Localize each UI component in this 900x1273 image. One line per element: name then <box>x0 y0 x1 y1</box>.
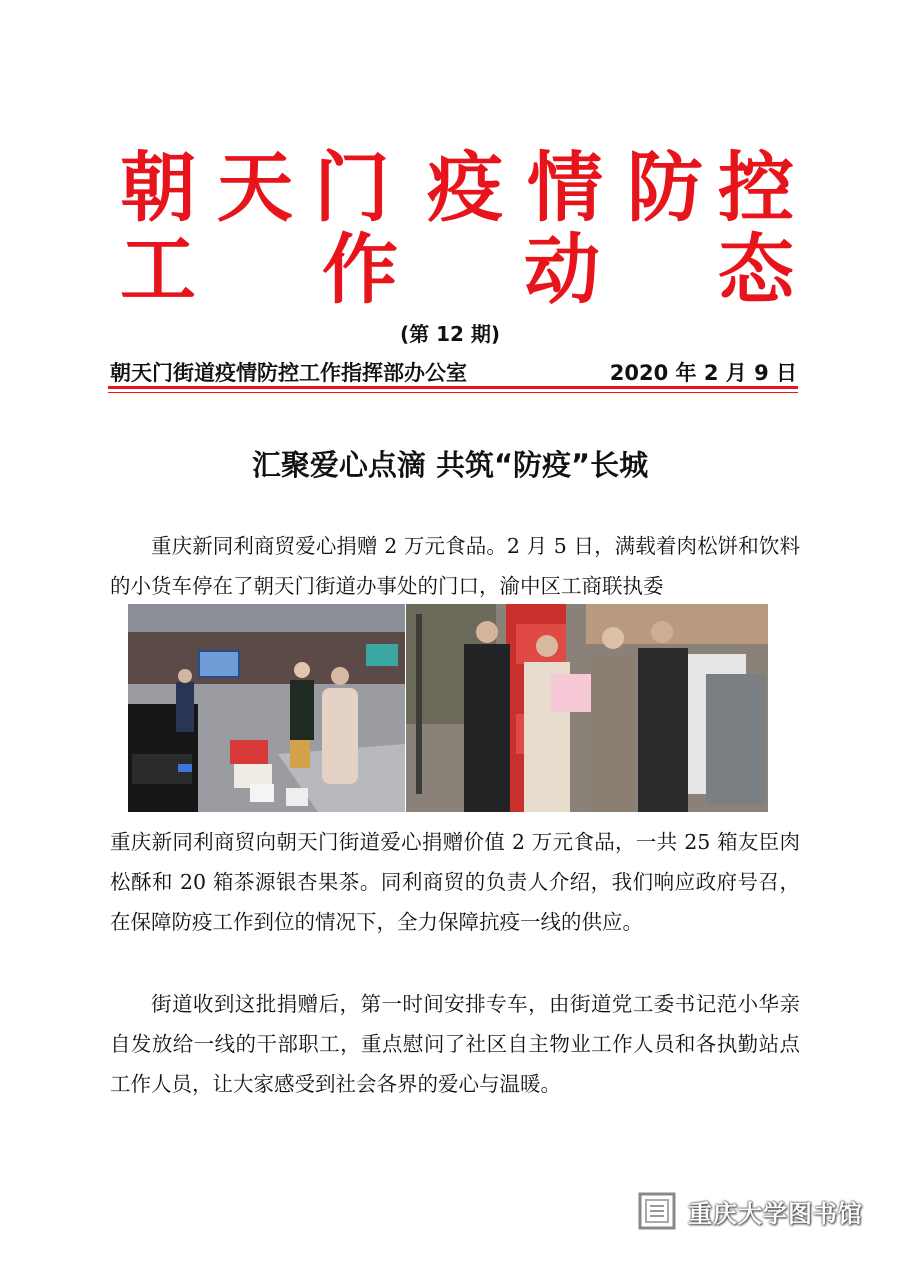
issuing-office: 朝天门街道疫情防控工作指挥部办公室 <box>110 361 467 385</box>
issue-number: (第 12 期) <box>399 322 501 346</box>
masthead-char: 控 <box>718 143 794 232</box>
masthead-char: 疫 <box>427 143 503 232</box>
masthead-char: 情 <box>527 143 603 232</box>
masthead-char: 工 <box>120 225 196 314</box>
photo-donation-handover <box>406 604 768 812</box>
paragraph-1: 重庆新同利商贸爱心捐赠 2 万元食品。2 月 5 日，满载着肉松饼和饮料的小货车停在了朝天门街道办事处的门口，渝中区工商联执委 <box>110 534 800 598</box>
watermark-text: 重庆大学图书馆 <box>688 1199 863 1228</box>
masthead-char: 门 <box>314 143 390 232</box>
masthead-char: 动 <box>524 225 600 314</box>
masthead-char: 作 <box>322 225 398 314</box>
library-seal-icon <box>638 1192 676 1230</box>
header-rule-thin <box>108 392 798 393</box>
article-headline: 汇聚爱心点滴 共筑“防疫”长城 <box>251 448 649 482</box>
header-rule-thick <box>108 386 798 389</box>
paragraph-2: 重庆新同利商贸向朝天门街道爱心捐赠价值 2 万元食品，一共 25 箱友臣肉松酥和 20 箱茶源银杏果茶。同利商贸的负责人介绍，我们响应政府号召，在保障防疫工作到位的情况下，全力保障抗疫一线的供应。 <box>110 830 800 934</box>
library-watermark <box>638 1192 863 1230</box>
photo-street-donation <box>128 604 405 812</box>
masthead-char: 朝 <box>120 143 196 232</box>
masthead-char: 天 <box>217 143 293 232</box>
masthead-char: 态 <box>718 225 794 314</box>
issue-date: 2020 年 2 月 9 日 <box>609 361 797 385</box>
paragraph-3: 街道收到这批捐赠后，第一时间安排专车，由街道党工委书记范小华亲自发放给一线的干部职工，重点慰问了社区自主物业工作人员和各执勤站点工作人员，让大家感受到社会各界的爱心与温暖。 <box>110 992 800 1096</box>
photo-donation-handover-illustration <box>406 604 768 812</box>
photo-street-donation-illustration <box>128 604 405 812</box>
masthead-char: 防 <box>627 143 703 232</box>
